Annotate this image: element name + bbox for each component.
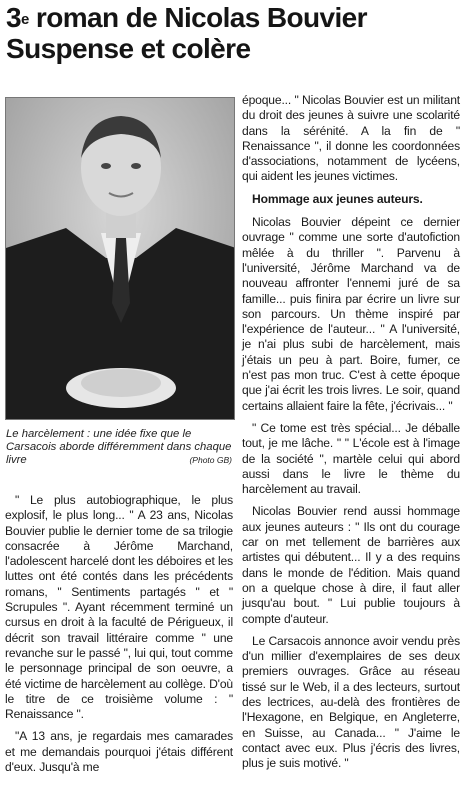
article-paragraph: " Le plus autobiographique, le plus explosif, le plus long... " A 23 ans, Nicolas Bouvier publie le dernier tome de sa trilogie consacrée à Jérôme Marchand, l'adolescent harcelé dont les déboires et les luttes ont été contés dans les précédents romans, " Sentiments partagés " et " Scrupules ". Ayant récemment terminé un cursus en droit à la faculté de Périgueux, il décrit son travail littéraire comme " une revanche sur le passé ", lui qui, tout comme le personnage principal de son oeuvre, a été victime de harcèlement au collège. D'où le titre de ce troisième volume : " Renaissance ".: [5, 493, 233, 722]
author-portrait-illustration: [6, 98, 235, 420]
headline-title: roman de Nicolas Bouvier: [28, 2, 367, 33]
headline-number: 3: [6, 2, 21, 33]
left-article-column: [5, 493, 233, 782]
article-paragraph: Nicolas Bouvier rend aussi hommage aux jeunes auteurs : " Ils ont du courage car on met tellement de barrières aux artistes qui débutent... Il y a des requins dans le monde de l'édition. Mais quand on a quelque chose à dire, il faut aller jusqu'au bout. " Lui publie toujours à compte d'auteur.: [242, 504, 460, 626]
article-paragraph: "A 13 ans, je regardais mes camarades et me demandais pourquoi j'étais différent d'eux. Jusqu'à me: [5, 729, 233, 775]
headline: [6, 2, 461, 64]
headline-line-1: [6, 2, 461, 33]
headline-line-2: Suspense et colère: [6, 33, 251, 64]
headline-superscript: e: [20, 11, 29, 28]
right-article-column: [242, 93, 460, 778]
article-subheading: Hommage aux jeunes auteurs.: [252, 191, 423, 206]
photo-caption: [6, 428, 234, 467]
article-paragraph: Le Carsacois annonce avoir vendu près d'un millier d'exemplaires de ses deux premiers ouvrages. Grâce au réseau tissé sur le Web, il a des lecteurs, surtout des lectrices, au-delà des frontières de l'Hexagone, en Belgique, en Angleterre, en Suisse, au Canada... " J'aime le contact avec eux. Plus j'écris des livres, plus je suis motivé. ": [242, 633, 460, 771]
photo-caption-text: Le harcèlement : une idée fixe que le Carsacois aborde différemment dans chaque livre: [6, 428, 232, 466]
article-paragraph: époque... " Nicolas Bouvier est un militant du droit des jeunes à suivre une scolarité dans la sérénité. A la fin de " Renaissance ", il donne les coordonnées d'associations, notamment de lycéens, qui aident les jeunes victimes.: [242, 93, 460, 184]
photo-credit: (Photo GB): [189, 455, 232, 465]
article-paragraph: Nicolas Bouvier dépeint ce dernier ouvrage " comme une sorte d'autofiction mêlée à du thriller ". Parvenu à l'université, Jérôme Marchand va de nouveau affronter l'ennemi juré de sa famille... puis finira par écrire un livre sur son parcours. Un thème inspiré par l'expérience de l'auteur... " A l'université, je n'ai plus subi de harcèlement, mais j'étais un peu à part. Boire, fumer, ce n'est pas mon truc. C'est à cette époque que j'ai écrit les trois livres. Le soir, quand certains allaient faire la fête, j'écrivais... ": [242, 215, 460, 413]
article-paragraph: " Ce tome est très spécial... Je déballe tout, je me lâche. " " L'école est à l'image de la société ", martèle celui qui abord aussi dans le livre le thème du harcèlement au travail.: [242, 420, 460, 497]
author-photo: [5, 97, 235, 420]
